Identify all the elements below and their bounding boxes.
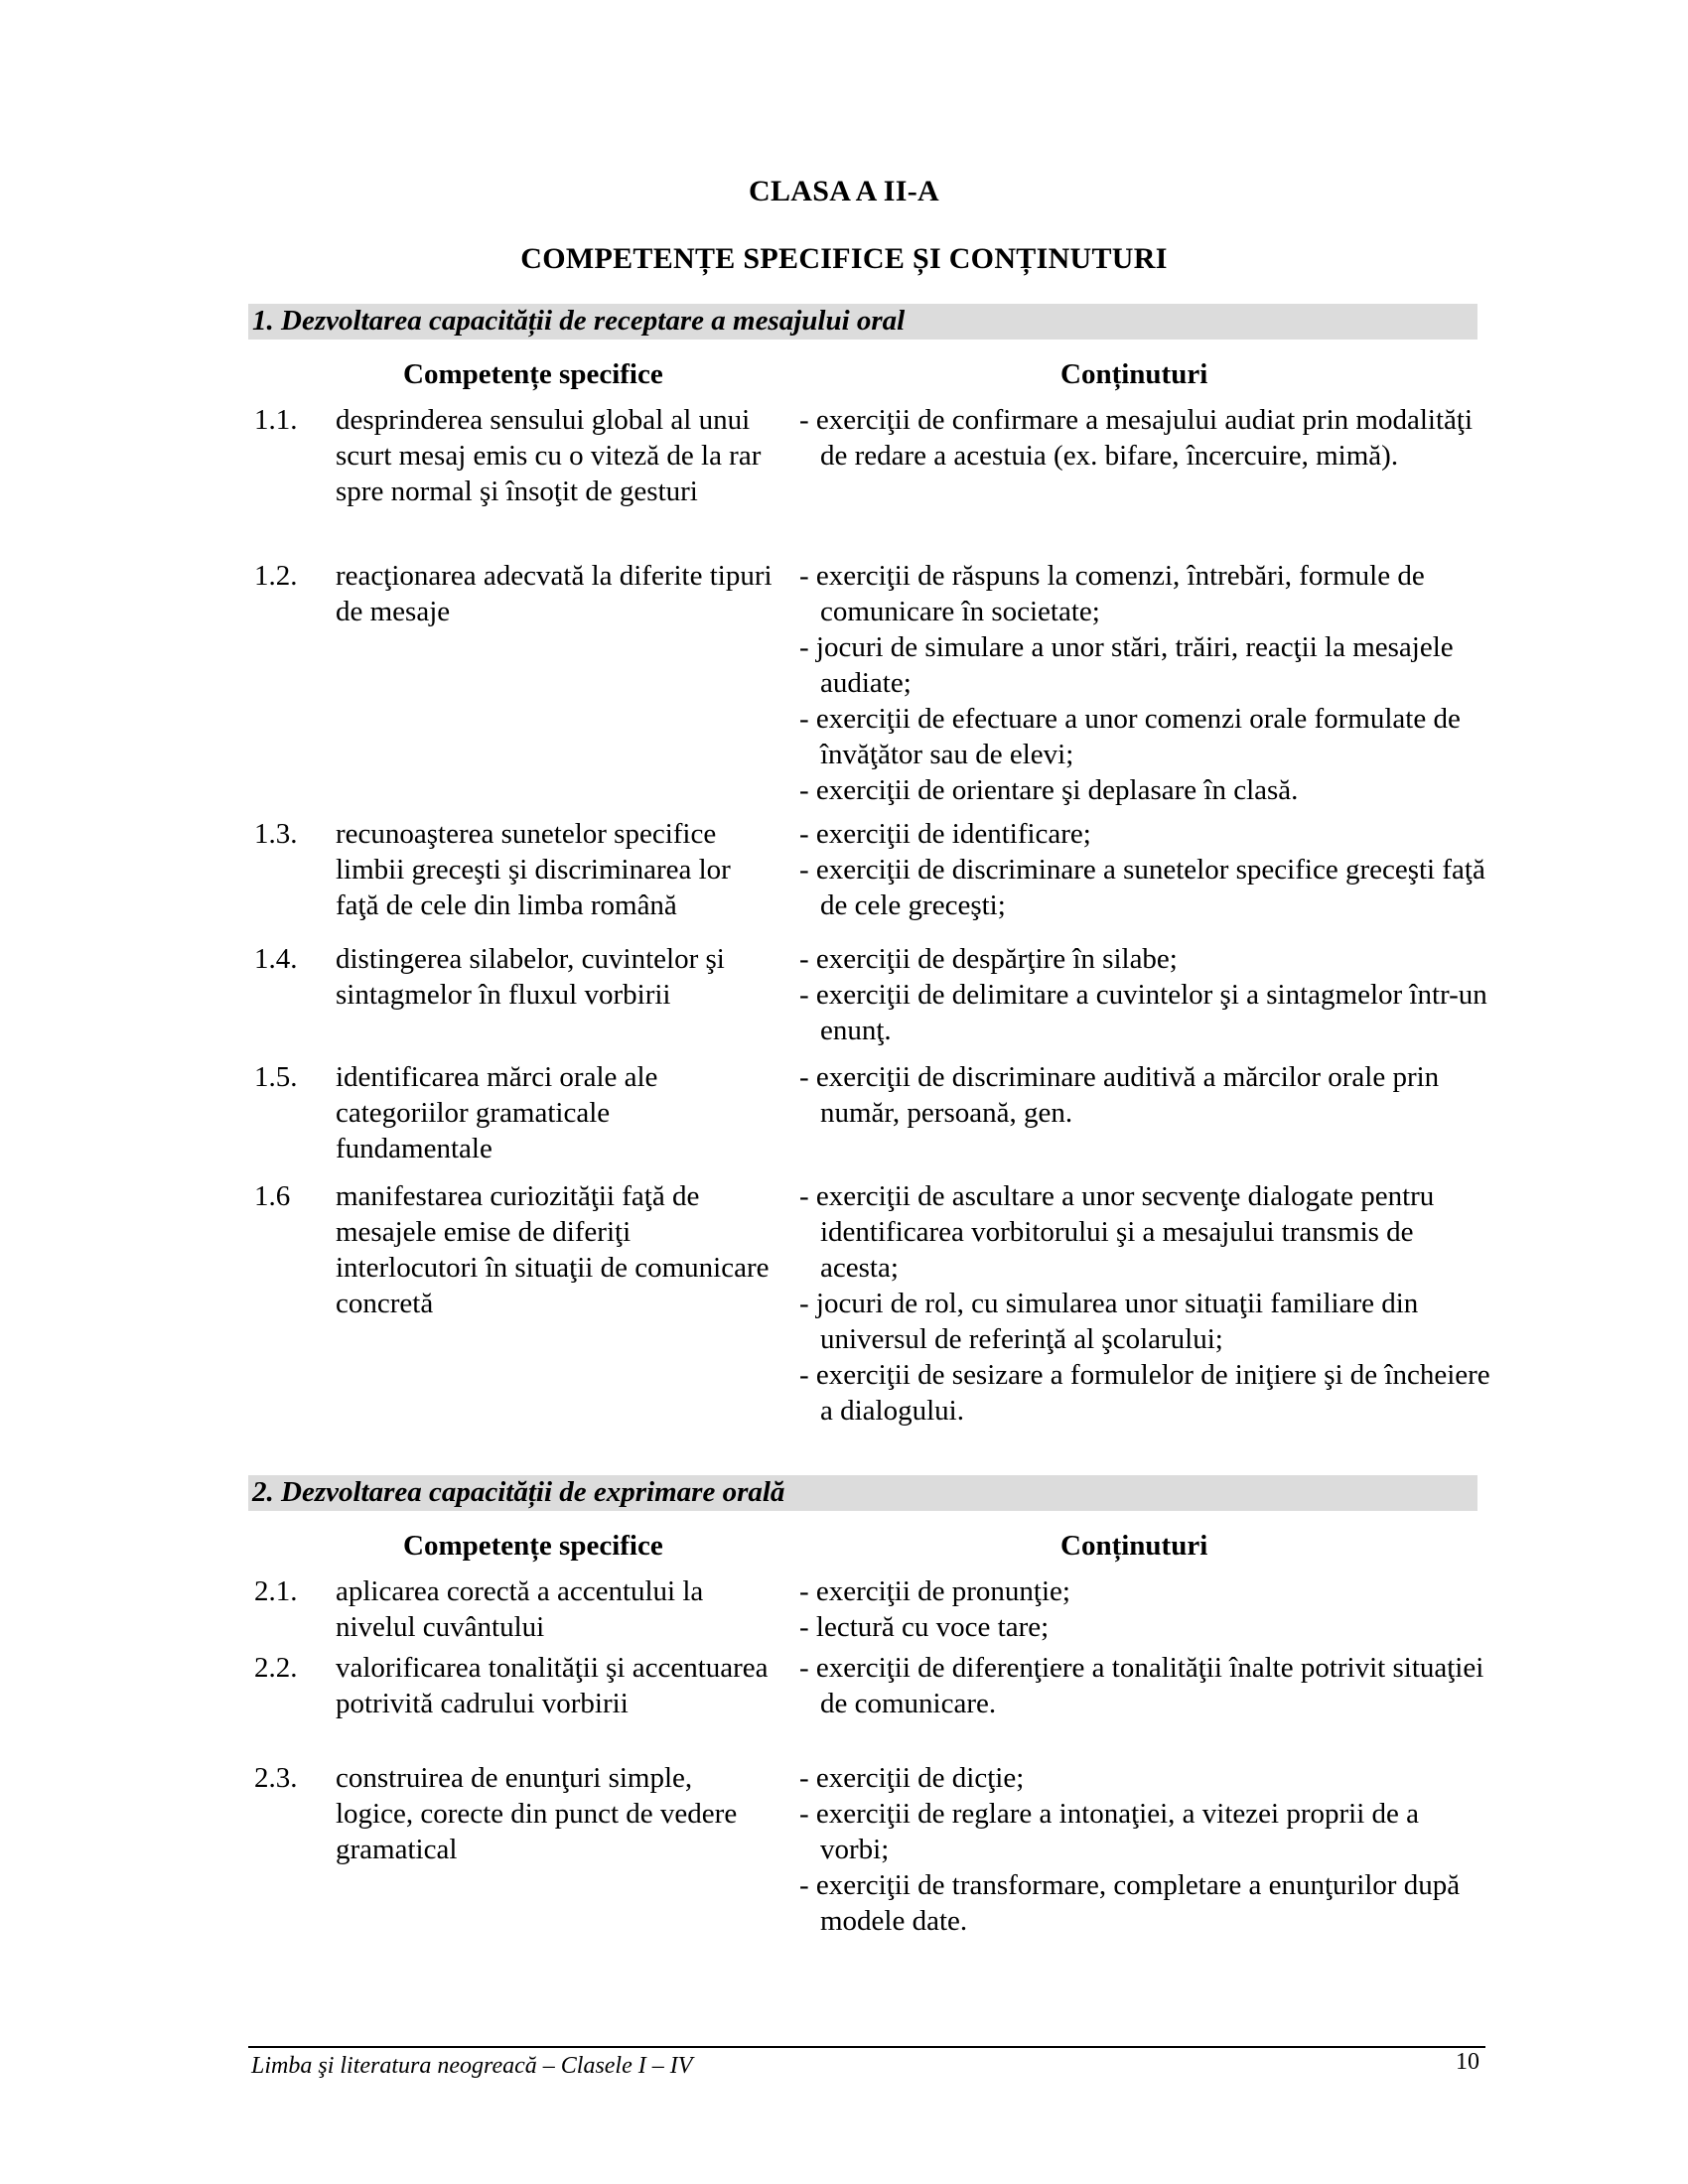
content-item: - jocuri de simulare a unor stări, trăiri, reacţii la mesajele audiate;	[799, 631, 1454, 699]
content-item: - exerciţii de efectuare a unor comenzi orale formulate de învăţător sau de elevi;	[799, 703, 1461, 770]
content-item: - jocuri de rol, cu simularea unor situaţii familiare din universul de referinţă al şcolarului;	[799, 1288, 1419, 1355]
content-list	[799, 1650, 1494, 1721]
column-header-continuturi: Conținuturi	[1060, 1530, 1208, 1562]
content-list	[799, 1573, 1494, 1645]
page-number: 10	[1456, 2049, 1479, 2075]
section-heading: COMPETENȚE SPECIFICE ȘI CONȚINUTURI	[520, 242, 1168, 275]
competence-number: 2.2.	[254, 1652, 298, 1684]
competence-text: reacţionarea adecvată la diferite tipuri de mesaje	[336, 560, 773, 627]
competence-text: recunoaşterea sunetelor specifice limbii greceşti şi discriminarea lor faţă de cele din limba română	[336, 818, 731, 921]
competence-text: desprinderea sensului global al unui scurt mesaj emis cu o viteză de la rar spre normal şi însoţit de gesturi	[336, 404, 762, 507]
content-item: - exerciţii de pronunţie;	[799, 1575, 1070, 1607]
content-item: - exerciţii de orientare şi deplasare în clasă.	[799, 774, 1299, 806]
competence-number: 1.5.	[254, 1061, 298, 1093]
content-item: - exerciţii de dicţie;	[799, 1762, 1025, 1794]
competence-number: 1.4.	[254, 943, 298, 975]
section-1-title: 1. Dezvoltarea capacității de receptare a mesajului oral	[252, 305, 906, 337]
competence-number: 1.3.	[254, 818, 298, 850]
competence-number: 2.1.	[254, 1575, 298, 1607]
column-header-competente: Competențe specifice	[403, 358, 663, 390]
footer-divider	[248, 2046, 1485, 2048]
content-list	[799, 1760, 1494, 1939]
column-header-continuturi: Conținuturi	[1060, 358, 1208, 390]
content-item: - exerciţii de despărţire în silabe;	[799, 943, 1178, 975]
content-list	[799, 1178, 1494, 1429]
section-2-title: 2. Dezvoltarea capacității de exprimare orală	[252, 1476, 785, 1508]
content-list	[799, 1059, 1494, 1131]
content-item: - exerciţii de sesizare a formulelor de iniţiere şi de încheiere a dialogului.	[799, 1359, 1490, 1427]
competence-number: 1.2.	[254, 560, 298, 592]
competence-number: 2.3.	[254, 1762, 298, 1794]
content-item: - exerciţii de confirmare a mesajului audiat prin modalităţi de redare a acestuia (ex. bifare, încercuire, mimă).	[799, 404, 1474, 472]
footer-title: Limba şi literatura neogreacă – Clasele I – IV	[251, 2053, 693, 2079]
competence-number: 1.6	[254, 1180, 291, 1212]
section-2-bar	[248, 1475, 1477, 1511]
class-title: CLASA A II-A	[749, 175, 939, 207]
content-list	[799, 558, 1494, 808]
competence-text: manifestarea curiozităţii faţă de mesajele emise de diferiţi interlocutori în situaţii de comunicare concretă	[336, 1180, 770, 1319]
competence-text: construirea de enunţuri simple, logice, corecte din punct de vedere gramatical	[336, 1762, 738, 1865]
column-header-competente: Competențe specifice	[403, 1530, 663, 1562]
content-list	[799, 402, 1494, 474]
content-item: - exerciţii de reglare a intonaţiei, a vitezei proprii de a vorbi;	[799, 1798, 1419, 1865]
competence-text: aplicarea corectă a accentului la nivelul cuvântului	[336, 1575, 704, 1643]
content-item: - exerciţii de discriminare auditivă a mărcilor orale prin număr, persoană, gen.	[799, 1061, 1440, 1129]
content-item: - exerciţii de răspuns la comenzi, întrebări, formule de comunicare în societate;	[799, 560, 1425, 627]
competence-number: 1.1.	[254, 404, 298, 436]
content-item: - exerciţii de diferenţiere a tonalităţii înalte potrivit situaţiei de comunicare.	[799, 1652, 1484, 1719]
content-item: - lectură cu voce tare;	[799, 1611, 1050, 1643]
content-item: - exerciţii de transformare, completare a enunţurilor după modele date.	[799, 1869, 1461, 1937]
content-item: - exerciţii de ascultare a unor secvenţe dialogate pentru identificarea vorbitorului şi a mesajului transmis de acesta;	[799, 1180, 1435, 1284]
content-item: - exerciţii de discriminare a sunetelor specifice greceşti faţă de cele greceşti;	[799, 854, 1485, 921]
section-1-bar	[248, 304, 1477, 340]
content-item: - exerciţii de delimitare a cuvintelor şi a sintagmelor într-un enunţ.	[799, 979, 1487, 1046]
content-list	[799, 816, 1494, 923]
competence-text: valorificarea tonalităţii şi accentuarea potrivită cadrului vorbirii	[336, 1652, 769, 1719]
content-item: - exerciţii de identificare;	[799, 818, 1091, 850]
competence-text: distingerea silabelor, cuvintelor şi sintagmelor în fluxul vorbirii	[336, 943, 725, 1011]
competence-text: identificarea mărci orale ale categoriilor gramaticale fundamentale	[336, 1061, 658, 1164]
content-list	[799, 941, 1494, 1048]
